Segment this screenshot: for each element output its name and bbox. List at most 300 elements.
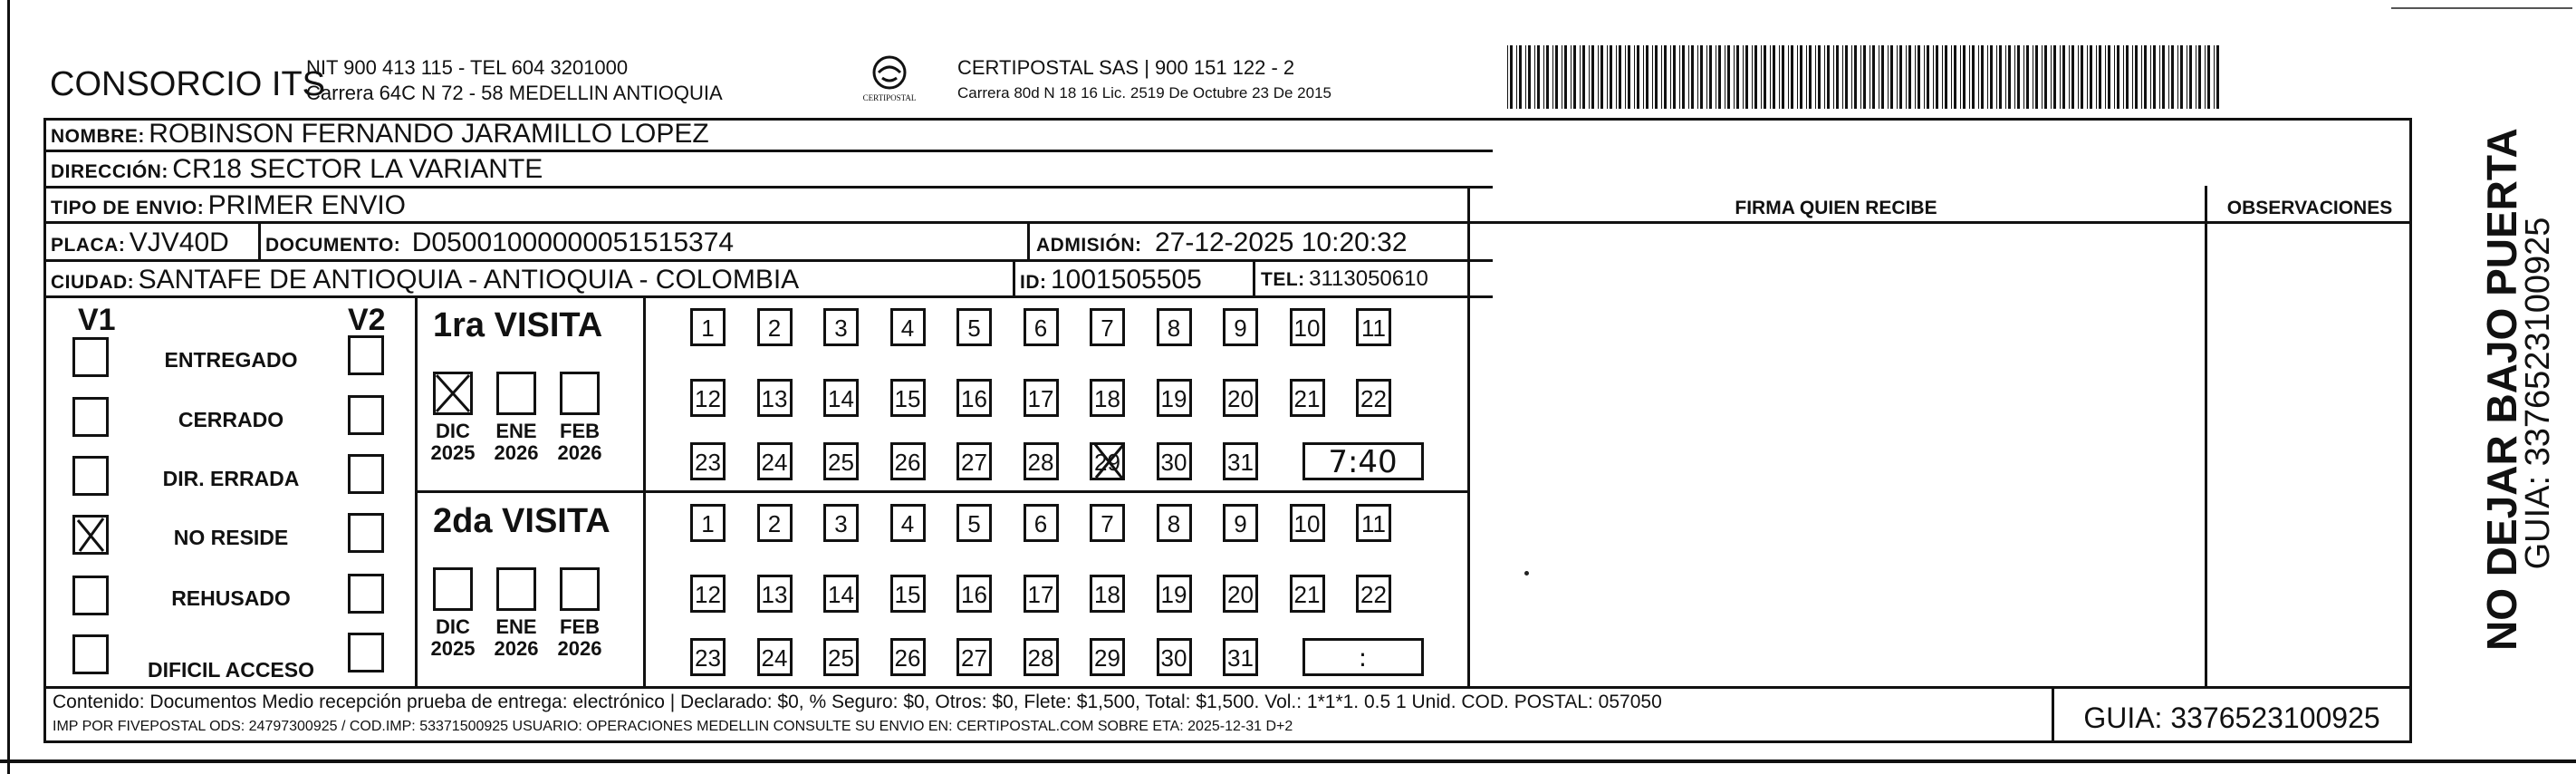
day-number: 24 (761, 449, 788, 476)
barcode-bar (2180, 45, 2183, 109)
day-number: 30 (1160, 449, 1187, 476)
day-checkbox[interactable] (757, 442, 793, 480)
documento-row (265, 229, 734, 256)
month-name: DIC (436, 420, 470, 442)
barcode-bar (1682, 45, 1685, 109)
rule-1 (43, 150, 1493, 152)
day-checkbox[interactable] (1024, 308, 1059, 346)
day-checkbox[interactable] (1090, 379, 1125, 417)
barcode-bar (1951, 45, 1952, 109)
barcode-bar (2114, 45, 2115, 109)
day-checkbox[interactable] (890, 575, 926, 613)
barcode-bar (1833, 45, 1834, 109)
barcode-bar (1881, 45, 1884, 109)
status-option-label: NO RESIDE (173, 526, 289, 549)
v1-checkbox[interactable] (72, 634, 109, 674)
day-checkbox[interactable] (690, 442, 726, 480)
day-checkbox[interactable] (1290, 504, 1325, 542)
placa-row (51, 229, 229, 256)
barcode-bar (2150, 45, 2151, 109)
day-checkbox[interactable] (1024, 575, 1059, 613)
barcode-bar (2014, 45, 2015, 109)
day-number: 4 (900, 510, 915, 537)
barcode-bar (1734, 45, 1735, 109)
company-line2: Carrera 64C N 72 - 58 MEDELLIN ANTIOQUIA (306, 82, 723, 104)
barcode-bar (2042, 45, 2043, 109)
day-number: 18 (1094, 581, 1120, 608)
day-number: 14 (828, 581, 854, 608)
direccion-row (51, 156, 543, 183)
barcode-bar (1779, 45, 1780, 109)
barcode-bar (1673, 45, 1676, 109)
barcode-bar (1619, 45, 1621, 109)
day-checkbox[interactable] (1157, 504, 1192, 542)
day-number: 7 (1101, 510, 1114, 537)
barcode-bar (1655, 45, 1658, 109)
day-number: 29 (1094, 644, 1120, 672)
day-checkbox[interactable] (690, 504, 726, 542)
barcode-bar (1718, 45, 1721, 109)
day-number: 26 (894, 644, 921, 672)
day-number: 27 (961, 449, 987, 476)
barcode-bar (2078, 45, 2079, 109)
barcode-bar (1978, 45, 1979, 109)
barcode-bar (1888, 45, 1889, 109)
barcode-bar (1706, 45, 1707, 109)
tel-value: 3113050610 (1309, 266, 1428, 291)
barcode-bar (1836, 45, 1839, 109)
day-number: 3 (834, 510, 848, 537)
barcode-bar (1899, 45, 1902, 109)
day-checkbox[interactable] (1157, 442, 1192, 480)
day-checkbox[interactable] (1223, 308, 1258, 346)
placa-value: VJV40D (129, 227, 229, 257)
barcode-bar (1525, 45, 1526, 109)
barcode-bar (1607, 45, 1608, 109)
barcode-bar (1933, 45, 1934, 109)
scan-edge-left (7, 0, 10, 774)
barcode-bar (1800, 45, 1802, 109)
month-name: DIC (436, 615, 470, 638)
day-number: 18 (1094, 385, 1120, 412)
day-checkbox[interactable] (757, 638, 793, 676)
barcode-bar (1996, 45, 1997, 109)
day-checkbox[interactable] (823, 379, 859, 417)
v2-checkbox[interactable] (348, 454, 384, 494)
day-checkbox[interactable] (823, 504, 859, 542)
barcode-bar (2053, 45, 2056, 109)
documento-label: DOCUMENTO: (265, 235, 401, 256)
rule-4 (43, 259, 1493, 262)
day-checkbox[interactable] (1024, 442, 1059, 480)
nombre-row (51, 121, 709, 148)
day-checkbox[interactable] (690, 379, 726, 417)
day-number: 13 (761, 581, 788, 608)
barcode-bar (1534, 45, 1535, 109)
month-checkbox[interactable] (496, 567, 536, 611)
day-number: 24 (761, 644, 788, 672)
month-name: FEB (560, 420, 600, 442)
barcode-bar (1743, 45, 1744, 109)
barcode-bar (2177, 45, 2178, 109)
v1-checkbox[interactable] (72, 515, 109, 555)
day-number: 30 (1160, 644, 1187, 672)
col-divider-obs (2205, 186, 2207, 686)
barcode-bar (1643, 45, 1644, 109)
barcode-bar (1691, 45, 1694, 109)
month-year: 2026 (494, 441, 539, 465)
barcode-bar (2105, 45, 2106, 109)
barcode-bar (2159, 45, 2160, 109)
barcode-bar (1709, 45, 1712, 109)
div-placa (258, 221, 261, 259)
direccion-label: DIRECCIÓN: (51, 161, 168, 182)
v2-label: V2 (348, 303, 386, 337)
month-label (426, 421, 480, 464)
v2-checkbox[interactable] (348, 335, 384, 375)
v2-checkbox[interactable] (348, 395, 384, 435)
barcode-bar (2168, 45, 2169, 109)
company-line1: NIT 900 413 115 - TEL 604 3201000 (306, 56, 629, 79)
company-name: CONSORCIO ITS (50, 65, 326, 103)
barcode-bar (1582, 45, 1585, 109)
barcode-bar (2205, 45, 2206, 109)
barcode-bar (1555, 45, 1558, 109)
barcode-bar (1754, 45, 1757, 109)
barcode-bar (1546, 45, 1549, 109)
month-checkbox[interactable] (560, 372, 600, 415)
day-checkbox[interactable] (1090, 638, 1125, 676)
barcode-bar (1764, 45, 1766, 109)
barcode-bar (1761, 45, 1762, 109)
barcode-bar (1736, 45, 1739, 109)
month-checkbox[interactable] (433, 372, 473, 415)
side-text-block (2420, 128, 2574, 653)
tipo-row (51, 192, 406, 219)
barcode-bar (2117, 45, 2119, 109)
barcode-bar (1999, 45, 2002, 109)
day-checkbox[interactable] (757, 379, 793, 417)
direccion-value: CR18 SECTOR LA VARIANTE (172, 154, 543, 184)
day-number: 31 (1227, 644, 1254, 672)
barcode-bar (2216, 45, 2219, 109)
v1-checkbox[interactable] (72, 397, 109, 437)
barcode-bar (2090, 45, 2092, 109)
barcode-bar (1863, 45, 1866, 109)
id-label: ID: (1020, 272, 1047, 293)
admision-row (1036, 229, 1408, 256)
barcode-bar (1827, 45, 1830, 109)
day-number: 5 (967, 314, 981, 342)
day-checkbox[interactable] (956, 442, 992, 480)
month-label (553, 421, 607, 464)
barcode-bar (1661, 45, 1662, 109)
barcode-bar (2123, 45, 2124, 109)
day-checkbox[interactable] (823, 575, 859, 613)
day-number: 11 (1361, 510, 1386, 537)
barcode-bar (1782, 45, 1784, 109)
barcode (1504, 45, 2228, 109)
day-checkbox[interactable] (890, 379, 926, 417)
day-checkbox[interactable] (1024, 379, 1059, 417)
day-checkbox[interactable] (1290, 575, 1325, 613)
barcode-bar (2062, 45, 2065, 109)
barcode-bar (1670, 45, 1671, 109)
day-checkbox[interactable] (823, 308, 859, 346)
barcode-bar (1516, 45, 1517, 109)
status-option-label: DIFICIL ACCESO (147, 658, 314, 682)
barcode-bar (1915, 45, 1916, 109)
day-checkbox[interactable] (890, 442, 926, 480)
barcode-bar (1507, 45, 1508, 109)
barcode-bar (1969, 45, 1970, 109)
day-number: 26 (894, 449, 921, 476)
barcode-bar (1818, 45, 1821, 109)
day-number: 23 (695, 449, 721, 476)
day-checkbox[interactable] (1157, 575, 1192, 613)
day-checkbox[interactable] (956, 308, 992, 346)
day-checkbox[interactable] (823, 638, 859, 676)
barcode-bar (2162, 45, 2165, 109)
barcode-bar (1924, 45, 1925, 109)
day-checkbox[interactable] (1157, 308, 1192, 346)
day-checkbox[interactable] (956, 575, 992, 613)
barcode-bar (2171, 45, 2174, 109)
barcode-bar (1537, 45, 1540, 109)
barcode-bar (1600, 45, 1603, 109)
day-checkbox[interactable] (757, 575, 793, 613)
barcode-bar (1854, 45, 1857, 109)
day-number: 27 (961, 644, 987, 672)
tel-label: TEL: (1261, 269, 1305, 290)
logo-text: CERTIPOSTAL (862, 93, 917, 102)
barcode-bar (1564, 45, 1567, 109)
admision-label: ADMISIÓN: (1036, 235, 1142, 256)
div-visit-split (415, 490, 1467, 493)
div-ciudad (1013, 259, 1015, 295)
month-checkbox[interactable] (496, 372, 536, 415)
day-checkbox[interactable] (1223, 442, 1258, 480)
certipostal-logo (859, 53, 920, 109)
day-checkbox[interactable] (956, 379, 992, 417)
day-checkbox[interactable] (757, 504, 793, 542)
ciudad-label: CIUDAD: (51, 272, 135, 293)
barcode-bar (2017, 45, 2020, 109)
day-number: 1 (701, 314, 715, 342)
day-checkbox[interactable] (1356, 379, 1391, 417)
day-checkbox[interactable] (1356, 575, 1391, 613)
status-option-label: REHUSADO (171, 586, 291, 610)
day-checkbox[interactable] (1157, 379, 1192, 417)
footer-line2: IMP POR FIVEPOSTAL ODS: 24797300925 / COD.IMP: 53371500925 USUARIO: OPERACIONES MEDELLIN CONSULTE SU ENVIO EN: CERTIPOSTAL.COM SOBRE ETA: 2025-12-31 D+2 (53, 719, 1293, 734)
barcode-bar (1573, 45, 1576, 109)
month-name: FEB (560, 615, 600, 638)
day-number: 6 (1033, 510, 1048, 537)
barcode-bar (1972, 45, 1975, 109)
barcode-bar (1745, 45, 1748, 109)
day-number: 13 (761, 385, 788, 412)
barcode-bar (1860, 45, 1861, 109)
day-checkbox[interactable] (1090, 442, 1125, 480)
day-checkbox[interactable] (1290, 308, 1325, 346)
day-checkbox[interactable] (1223, 379, 1258, 417)
day-checkbox[interactable] (757, 308, 793, 346)
day-number: 20 (1227, 385, 1254, 412)
barcode-bar (1610, 45, 1612, 109)
v2-checkbox[interactable] (348, 574, 384, 614)
day-checkbox[interactable] (690, 638, 726, 676)
day-number: 11 (1361, 314, 1386, 342)
barcode-bar (1954, 45, 1956, 109)
barcode-bar (1591, 45, 1594, 109)
v1-checkbox[interactable] (72, 576, 109, 615)
barcode-bar (2214, 45, 2215, 109)
barcode-bar (1598, 45, 1599, 109)
tel-row (1261, 268, 1428, 290)
day-number: 8 (1167, 510, 1181, 537)
barcode-bar (1960, 45, 1961, 109)
barcode-bar (1543, 45, 1544, 109)
day-number: 19 (1160, 581, 1187, 608)
day-checkbox[interactable] (956, 638, 992, 676)
barcode-bar (1688, 45, 1689, 109)
barcode-bar (1906, 45, 1907, 109)
first-visit-title: 1ra VISITA (433, 306, 603, 344)
footer-guia: GUIA: 3376523100925 (2083, 701, 2380, 734)
rule-5 (43, 295, 1493, 298)
barcode-bar (1890, 45, 1893, 109)
day-checkbox[interactable] (690, 308, 726, 346)
v2-checkbox[interactable] (348, 633, 384, 672)
month-name: ENE (495, 420, 537, 442)
day-checkbox[interactable] (1024, 638, 1059, 676)
barcode-bar (1918, 45, 1920, 109)
day-checkbox[interactable] (1090, 308, 1125, 346)
stray-dot (1524, 571, 1529, 576)
second-visit-time-field[interactable]: : (1302, 638, 1424, 676)
barcode-bar (1851, 45, 1852, 109)
day-number: 10 (1293, 510, 1321, 537)
day-number: 12 (695, 581, 721, 608)
day-checkbox[interactable] (690, 575, 726, 613)
barcode-bar (1637, 45, 1639, 109)
day-checkbox[interactable] (1024, 504, 1059, 542)
day-checkbox[interactable] (1223, 575, 1258, 613)
day-checkbox[interactable] (823, 442, 859, 480)
barcode-bar (1571, 45, 1572, 109)
v1-checkbox[interactable] (72, 456, 109, 496)
month-checkbox[interactable] (560, 567, 600, 611)
firma-heading: FIRMA QUIEN RECIBE (1735, 198, 1937, 218)
barcode-bar (1773, 45, 1775, 109)
barcode-bar (1815, 45, 1816, 109)
barcode-bar (1580, 45, 1581, 109)
day-checkbox[interactable] (1157, 638, 1192, 676)
day-number: 17 (1027, 385, 1054, 412)
scan-edge-top-right (2391, 7, 2572, 9)
month-year: 2026 (557, 637, 602, 661)
first-visit-time-field[interactable]: 7:40 (1302, 442, 1424, 480)
col-divider-firma (1467, 186, 1470, 686)
barcode-bar (1945, 45, 1947, 109)
day-number: 28 (1027, 449, 1054, 476)
day-checkbox[interactable] (1090, 575, 1125, 613)
tipo-label: TIPO DE ENVIO: (51, 198, 205, 218)
day-checkbox[interactable] (890, 504, 926, 542)
barcode-bar (1990, 45, 1993, 109)
day-checkbox[interactable] (890, 638, 926, 676)
day-number: 20 (1227, 581, 1254, 608)
day-number: 25 (828, 449, 854, 476)
barcode-bar (2060, 45, 2061, 109)
barcode-bar (2005, 45, 2006, 109)
barcode-bar (1845, 45, 1848, 109)
month-year: 2025 (430, 441, 476, 465)
ciudad-row (51, 266, 799, 294)
month-year: 2026 (557, 441, 602, 465)
barcode-bar (1519, 45, 1522, 109)
day-number: 25 (828, 644, 854, 672)
barcode-bar (1664, 45, 1667, 109)
barcode-bar (1679, 45, 1680, 109)
scan-edge-bottom (0, 759, 2576, 763)
day-number: 17 (1027, 581, 1054, 608)
month-checkbox[interactable] (433, 567, 473, 611)
barcode-bar (2051, 45, 2052, 109)
day-checkbox[interactable] (1223, 638, 1258, 676)
day-number: 21 (1293, 581, 1321, 608)
barcode-bar (1589, 45, 1590, 109)
day-checkbox[interactable] (1356, 504, 1391, 542)
barcode-bar (1510, 45, 1513, 109)
status-option-label: ENTREGADO (164, 348, 298, 372)
v1-checkbox[interactable] (72, 337, 109, 377)
v2-checkbox[interactable] (348, 513, 384, 553)
barcode-bar (2026, 45, 2029, 109)
barcode-bar (1942, 45, 1943, 109)
day-checkbox[interactable] (1090, 504, 1125, 542)
barcode-bar (2008, 45, 2011, 109)
barcode-bar (1797, 45, 1798, 109)
barcode-bar (2035, 45, 2038, 109)
barcode-bar (1872, 45, 1875, 109)
day-number: 29 (1094, 449, 1120, 476)
day-number: 1 (701, 510, 715, 537)
barcode-bar (1842, 45, 1843, 109)
placa-label: PLACA: (51, 235, 126, 256)
barcode-bar (2198, 45, 2201, 109)
no-dejar-warning: NO DEJAR BAJO PUERTA (2478, 128, 2525, 651)
side-guia: GUIA: 3376523100925 (2519, 217, 2557, 570)
day-checkbox[interactable] (1290, 379, 1325, 417)
day-number: 2 (767, 510, 782, 537)
day-checkbox[interactable] (890, 308, 926, 346)
day-number: 15 (894, 581, 921, 608)
carrier-line2: Carrera 80d N 18 16 Lic. 2519 De Octubre 23 De 2015 (957, 84, 1331, 102)
month-label (426, 616, 480, 660)
barcode-bar (1697, 45, 1698, 109)
day-checkbox[interactable] (1356, 308, 1391, 346)
day-number: 5 (967, 510, 981, 537)
day-checkbox[interactable] (956, 504, 992, 542)
barcode-bar (1981, 45, 1984, 109)
barcode-bar (1628, 45, 1630, 109)
month-label (489, 421, 543, 464)
day-number: 21 (1293, 385, 1321, 412)
month-label (553, 616, 607, 660)
day-checkbox[interactable] (1223, 504, 1258, 542)
barcode-bar (2071, 45, 2074, 109)
